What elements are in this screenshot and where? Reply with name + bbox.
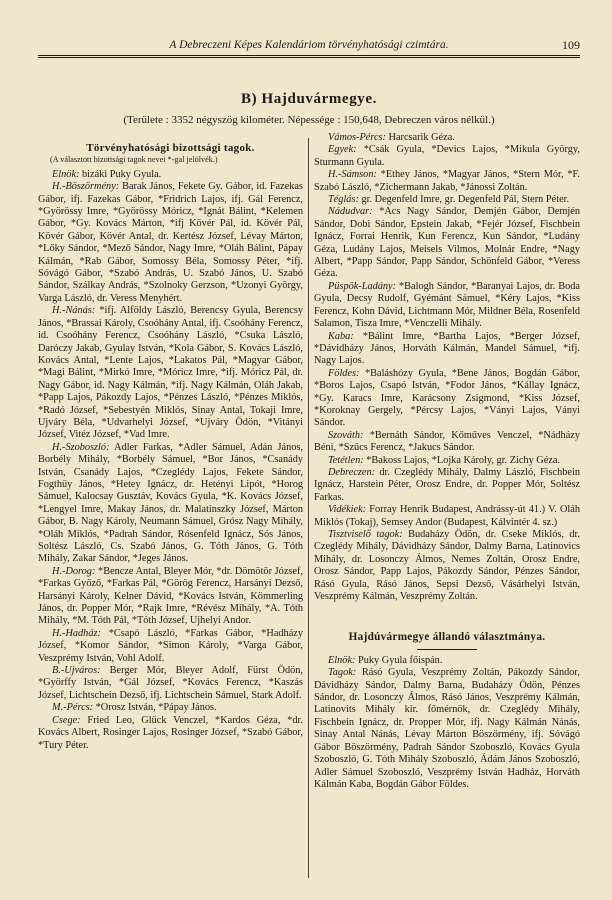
entry-place: H.-Sámson:: [328, 169, 377, 181]
entry-paragraph: [38, 665, 303, 702]
entry-paragraph: [314, 169, 580, 194]
entry-place: B.-Ujváros:: [52, 665, 101, 677]
standing-committee-title: Hajdúvármegye állandó választmánya.: [348, 631, 546, 644]
section-subtitle: (Területe : 3352 négyszög kilométer. Népessége : 150,648, Debreczen város nélkül.): [123, 114, 495, 126]
entry-place: M.-Pércs:: [52, 702, 94, 714]
header-rule: [38, 55, 580, 56]
entry-names: Rásó Gyula, Veszprémy Zoltán, Pákozdy Sándor, Dávidházy Sándor, Dalmy Barna, Budaházy Ödön, Pénzes Sándor, dr. Losonczy Álmos, Rásó János, Veszprémy Kálmán, Latinovits Mihály kir. főmérnök, dr. Czeglédy Mihály, Fischbein Ignácz, dr. Propper Mór, ifj. Nagy Kálmán Nánás, Sinay Antal Nánás, Lévay Márton Böszörmény, ifj. Sóvágó Gábor Böszörmény, Padrah Sándor Szoboszló, Kovács Gyula Szoboszló, G. Tóth Mihály Szoboszló, Ádám János Szoboszló, Adler Sámuel Szoboszló, Veszprémy István Hadház, Horváth Kálmán Kaba, Bogdán Gábor Földes.: [314, 667, 580, 790]
entry-names: *ifj. Alföldy László, Berencsy Gyula, Berencsy János, *Brassai Károly, Csoóhány Antal, ifj. Csoóhány Ferencz, id. Csoóhány Ferencz, Csoóhány László, *Csuka László, Daróczy Jakab, Gyulay István, *Kola Gábor, S. Kovács László, Kovács Antal, *Lente Lajos, *Lakatos Pál, *Magyar Gábor, *Magi Bálint, *Mirkó Imre, *Móricz Imre, *ifj. Móricz Pál, dr. Nagy Gábor, id. Nagy Kálmán, *ifj. Nagy Kálmán, Oláh Jakab, *Papp Lajos, Pákozdy Lajos, *Pénzes László, *Pénzes Miklós, *Radó József, *Sebestyén Miklós, Sinay Antal, Tokaji Imre, Ujváry Béla, *Udvarhelyi József, *Ujváry Ödön, *Vitányi József, Vitéz József, *Vad Imre.: [38, 305, 303, 441]
entry-names: *Bencze Antal, Bleyer Mór, *dr. Dömötör József, *Farkas Győző, *Farkas Pál, *Görög Ferencz, Harsányi Dezső, Harsányi Károly, Kelner Dávid, *Kovács István, Kömmerling János, dr. Popper Mór, *Rajk Imre, *Révész Mihály, *A. Tóth Mihály, *M. Tóth Pál, *Tóth József, Ujhelyi Andor.: [38, 565, 303, 627]
entry-place: Téglás:: [328, 194, 359, 206]
entry-paragraph: [314, 455, 580, 467]
entry-paragraph: [38, 715, 303, 752]
entry-place: H.-Hadház:: [52, 627, 101, 639]
entry-paragraph: [314, 529, 580, 603]
entry-place: Kaba:: [328, 330, 354, 342]
committee-members-title: Törvényhatósági bizottsági tagok.: [86, 142, 255, 154]
right-entry-list: [314, 132, 580, 603]
entry-paragraph: [314, 206, 580, 280]
entry-paragraph: [314, 331, 580, 368]
entry-place: Vámos-Pércs:: [328, 132, 386, 143]
entry-names: *Baláshózy Gyula, *Bene János, Bogdán Gábor, *Boros Lajos, Csapó István, *Fodor János, *Kállay Ignácz, *Gy. Karacs Imre, Karácsony Zsigmond, *Kiss József, *Koroknay Gergely, *Pércsy Lajos, *Ványi Lajos, Ványi Sándor.: [314, 367, 580, 429]
entry-paragraph: [314, 281, 580, 331]
section-title: B) Hajduvármegye.: [240, 91, 377, 107]
entry-place: H.-Szoboszló:: [52, 441, 110, 453]
entry-paragraph: [314, 194, 580, 206]
entry-place: Elnök:: [328, 654, 356, 666]
entry-paragraph: [38, 442, 303, 566]
page-number: 109: [562, 38, 580, 52]
entry-paragraph: [38, 181, 303, 305]
committee-members-note: (A választott bizottsági tagok nevei *-gal jelölvék.): [50, 155, 218, 165]
entry-names: *Ethey János, *Magyar János, *Stern Mór, *F. Szabó László, *Zichermann Jakab, *Jánossi Zoltán.: [314, 169, 580, 193]
standing-committee-list: [314, 655, 580, 791]
entry-names: *Bakoss Lajos, *Lojka Károly, gr. Zichy Géza.: [363, 454, 561, 466]
entry-paragraph: [314, 504, 580, 529]
entry-place: Csege:: [52, 714, 81, 726]
entry-names: *Acs Nagy Sándor, Demjén Gábor, Demjén Sándor, Dobi Sándor, Epstein Jakab, *Fejér József, Fischbein Ignácz, Forrai Henrik, Kun Ferencz, Kun Sándor, *Ludány Géza, Ludány Lajos, Meisels Vilmos, Molnár Endre, *Nagy Albert, *Papp Sándor, Papp Sándor, Schönfeld Gábor, *Veress Géza.: [314, 206, 580, 280]
entry-paragraph: [314, 655, 580, 667]
entry-paragraph: [314, 467, 580, 504]
entry-place: Nádudvar:: [328, 206, 373, 218]
column-divider: [308, 138, 309, 878]
entry-paragraph: [38, 305, 303, 441]
running-title: A Debreczeni Képes Kalendáriom törvényhatósági czimtára.: [169, 39, 449, 51]
header-rule-double: [38, 57, 580, 58]
entry-names: *Csapó László, *Farkas Gábor, *Hadházy József, *Komor Sándor, *Simon Károly, *Varga Gábor, Veszprémy István, Vohl Adolf.: [38, 627, 303, 664]
entry-place: Elnök:: [52, 168, 80, 180]
entry-paragraph: [314, 430, 580, 455]
entry-place: Földes:: [328, 367, 360, 379]
entry-place: Vidékiek:: [328, 504, 367, 516]
standing-committee-rule: [417, 649, 477, 650]
entry-place: Szováth:: [328, 429, 364, 441]
left-column: [38, 132, 303, 752]
entry-names: dr. Czeglédy Mihály, Dalmy László, Fischbein Ignácz, Harstein Péter, Orosz Endre, dr. Popper Mór, Soltész Farkas.: [314, 466, 580, 503]
entry-paragraph: [314, 132, 580, 144]
entry-place: H.-Nánás:: [52, 305, 96, 317]
entry-paragraph: [314, 667, 580, 791]
entry-place: Püspök-Ladány:: [328, 280, 397, 292]
entry-place: H.-Dorog:: [52, 565, 96, 577]
entry-place: Debreczen:: [328, 466, 376, 478]
entry-names: *Csák Gyula, *Devics Lajos, *Mikula György, Sturmann Gyula.: [314, 144, 580, 168]
entry-names: Harcsarik Géza.: [385, 132, 455, 143]
entry-names: Budaházy Ödön, dr. Cseke Miklós, dr. Czeglédy Mihály, Dávidházy Sándor, Dalmy Barna, Latinovics Mihály, dr. Losonczy Álmos, Nemes Zoltán, Orosz Endre, Orosz Sándor, Papp Lajos, Pákozdy Sándor, Pénzes Sándor, Rásó Gyula, Rásó János, Sepsi Dezső, Vásárhelyi István, Veszprémy Kálmán, Veszprémy Zoltán.: [314, 529, 580, 603]
entry-names: Barak János, Fekete Gy. Gábor, id. Fazekas Gábor, ifj. Fazekas Gábor, *Fridrich Lajos, ifj. Gál Ferencz, *Györössy Imre, *Györössy Móricz, *Ignát Bálint, *Kelemen Gábor, *Gy. Kovács Márton, *ifj Kövér Pál, id. Kövér Pál, Kövér Gábor, Kövér Antal, dr. Kertész József, Lévay Márton, *Lőky Sándor, *Mező Sándor, Nagy Imre, *Oláh Bálint, Pápay Kálmán, *Rab Gábor, Somossy Béla, Somossy Péter, *ifj. Sóvágó Gábor, *Szabó András, U. Szabó János, U. Szabó Sándor, Szálkay András, *Szolnoky Gerzson, *Uzonyi György, Varga László, dr. Veress Menyhért.: [38, 181, 303, 304]
entry-names: *Bernáth Sándor, Kőműves Venczel, *Nádházy Béni, *Szűcs Ferencz, *Jakucs Sándor.: [314, 429, 580, 454]
entry-place: Egyek:: [328, 144, 357, 156]
entry-paragraph: [314, 368, 580, 430]
entry-names: gr. Degenfeld Imre, gr. Degenfeld Pál, Stern Péter.: [358, 194, 570, 206]
entry-place: H.-Böszörmény:: [52, 181, 120, 193]
left-entry-list: [38, 169, 303, 752]
entry-paragraph: [38, 566, 303, 628]
entry-names: Fried Leo, Glück Venczel, *Kardos Géza, *dr. Kovács Albert, Rosinger Lajos, Rosinger József, *Szabó Gábor, *Tury Péter.: [38, 714, 303, 751]
entry-paragraph: [38, 628, 303, 665]
entry-paragraph: [38, 169, 303, 181]
entry-names: *Balogh Sándor, *Baranyai Lajos, dr. Boda Gyula, Decsy Rudolf, Gyémánt Sámuel, *Kéry Lajos, *Kiss Ferencz, Kohn Dávid, Lichtmann Mór, Mildner Béla, Rosenfeld Salamon, Tisza Imre, *Venczelli Mihály.: [314, 280, 580, 330]
entry-names: Berger Mór, Bleyer Adolf, Fürst Ödön, *Györffy István, *Gál József, *Kovács Ferencz, *Kaszás József, Lichtschein Dezső, ifj. Lichtschein Sámuel, Stark Adolf.: [38, 665, 303, 701]
entry-place: Tetétlen:: [328, 454, 364, 466]
entry-paragraph: [38, 702, 303, 714]
right-column: [314, 132, 580, 791]
entry-names: Puky Gyula főispán.: [355, 654, 443, 666]
entry-names: *Bálint Imre, *Bartha Lajos, *Berger József, *Dávidházy János, Horváth Kálmán, Mandel Sámuel, *ifj. Nagy Lajos.: [314, 330, 580, 367]
entry-place: Tagok:: [328, 667, 357, 679]
entry-names: bizáki Puky Gyula.: [79, 168, 162, 180]
entry-place: Tisztviselő tagok:: [328, 529, 403, 540]
entry-names: Forray Henrik Budapest, Andrássy-út 41.) V. Oláh Miklós (Tokaj), Semsey Andor (Budapest, Kálvintér 4. sz.): [314, 504, 580, 528]
entry-paragraph: [314, 144, 580, 169]
entry-names: Adler Farkas, *Adler Sámuel, Adán János, Borbély Mihály, *Borbély Sámuel, *Bor János, *Csanády István, Csanády Lajos, *Czeglédy Lajos, Fekete Sándor, Fogthűy János, *Hetey Ignácz, dr. Hetényi Lipót, *Horog Sámuel, Kalocsay Gusztáv, Kovács Gyula, *K. Kovács József, *Lengyel Imre, Makay János, dr. Malatinszky József, Márton Gábor, B. Nagy Károly, Neumann Sámuel, Grósz Nagy Mihály, *Oláh Miklós, *Padrah Sándor, Rósenfeld Ignácz, Sós János, Soltész László, Cs. Szabó János, G. Tóth János, G. Tóth Mihály, Zakar Sándor, *Jeges János.: [38, 441, 303, 565]
entry-names: *Orosz István, *Pápay János.: [93, 702, 217, 714]
